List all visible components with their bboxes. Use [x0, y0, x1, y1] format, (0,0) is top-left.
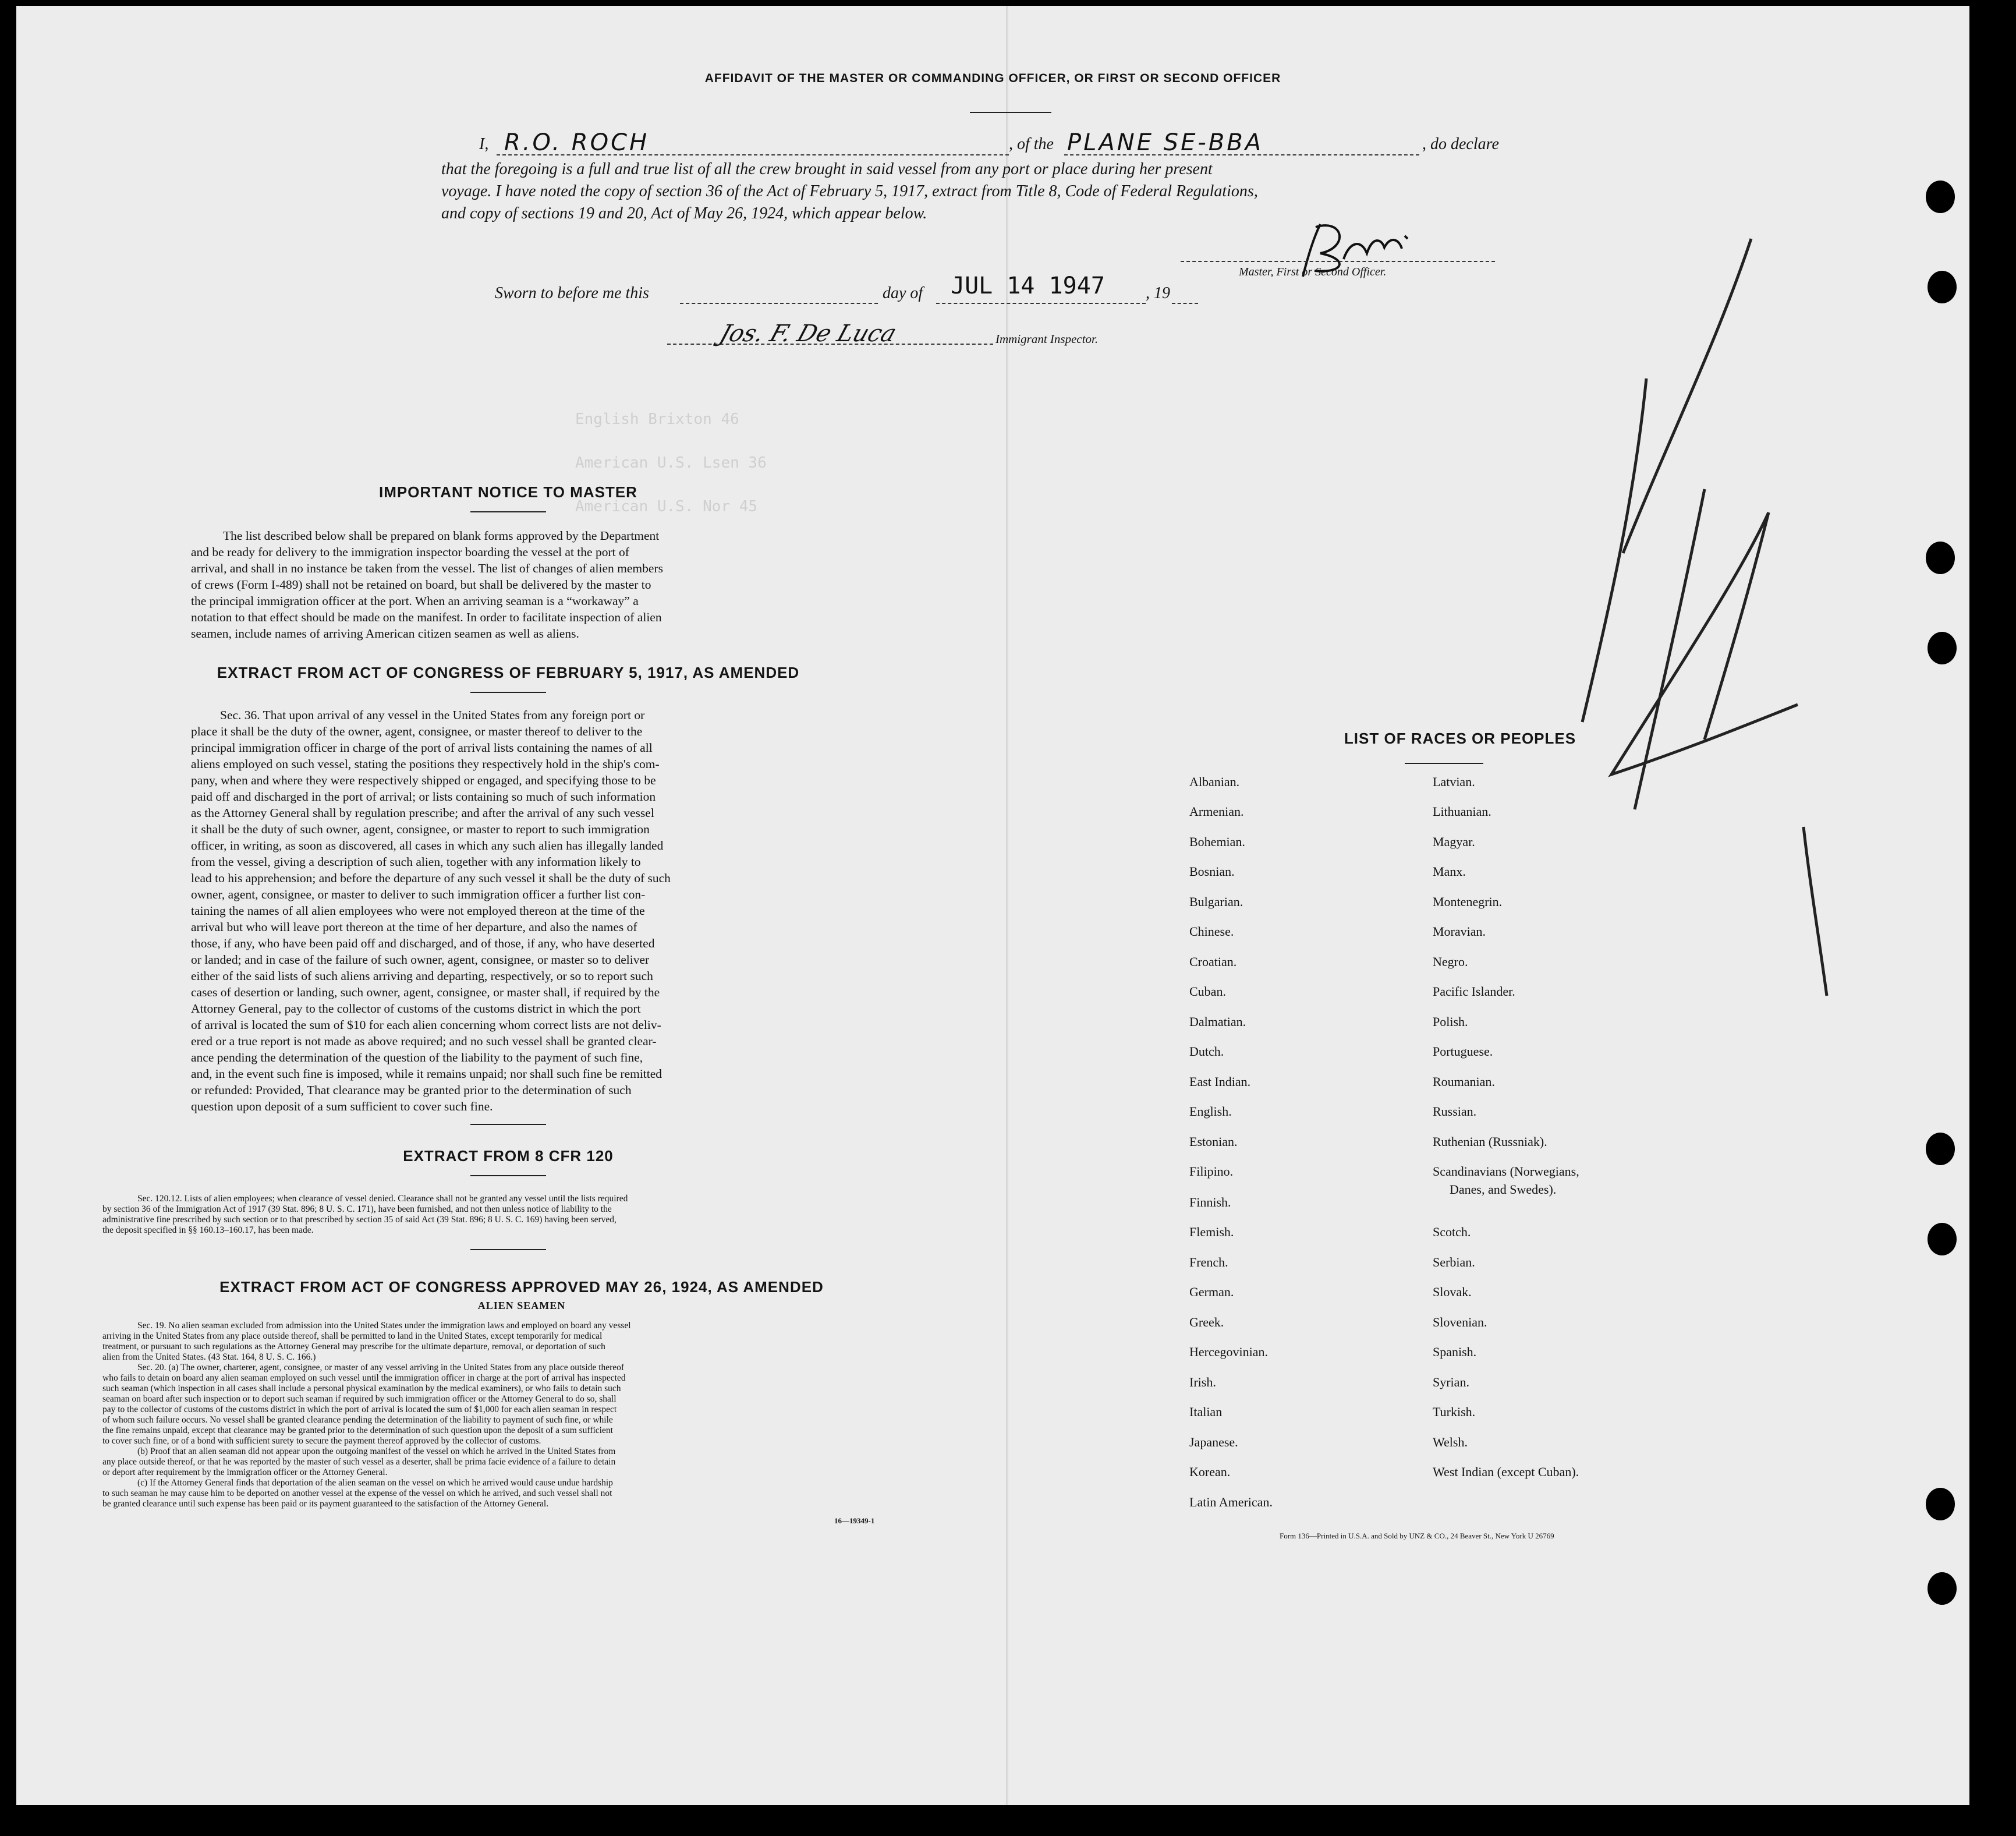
race-item: Moravian.: [1433, 924, 1486, 939]
race-item: Turkish.: [1433, 1405, 1476, 1419]
signature-line: [1181, 261, 1495, 262]
notice-line: of crews (Form I-489) shall not be retained on board, but shall be delivered by the master to: [191, 578, 651, 592]
do-declare-label: , do declare: [1422, 135, 1499, 153]
act-1917-line: of arrival is located the sum of $10 for each alien concerning whom correct lists are not deliv-: [191, 1018, 661, 1032]
act-1917-line: pany, when and where they were respectively shipped or engaged, and specifying those to be: [191, 773, 656, 787]
race-item: Ruthenian (Russniak).: [1433, 1134, 1547, 1149]
race-item: Bohemian.: [1189, 834, 1245, 849]
year-line: [1172, 303, 1198, 304]
punch-hole: [1928, 1572, 1957, 1605]
race-item: Slovenian.: [1433, 1315, 1487, 1329]
act-1924-line: (b) Proof that an alien seaman did not appear upon the outgoing manifest of the vessel on which he arrived in the United States from: [137, 1446, 616, 1456]
notice-line: The list described below shall be prepared on blank forms approved by the Department: [223, 529, 660, 543]
race-item: Estonian.: [1189, 1134, 1238, 1149]
act-1924-line: Sec. 20. (a) The owner, charterer, agent, consignee, or master of any vessel arriving in the United States from any place outside thereof: [137, 1363, 625, 1372]
race-item: Russian.: [1433, 1104, 1477, 1119]
race-item: West Indian (except Cuban).: [1433, 1464, 1579, 1479]
notice-line: seamen, include names of arriving American citizen seamen as well as aliens.: [191, 627, 579, 641]
act-1924-body: [102, 1321, 941, 1509]
race-item: Scandinavians (Norwegians,: [1433, 1164, 1579, 1179]
race-item: Albanian.: [1189, 774, 1240, 789]
cfr-title: EXTRACT FROM 8 CFR 120: [403, 1147, 614, 1165]
day-of-label: day of: [883, 284, 923, 302]
race-item: Dalmatian.: [1189, 1014, 1246, 1029]
act-1924-line: such seaman (which inspection in all cases shall include a personal physical examination by the medical examiners), or who fails to detain such: [102, 1384, 621, 1393]
race-item: Cuban.: [1189, 984, 1226, 999]
act-1924-title: EXTRACT FROM ACT OF CONGRESS APPROVED MAY 26, 1924, AS AMENDED: [219, 1278, 824, 1296]
punch-hole: [1926, 1488, 1955, 1520]
vessel-name: PLANE SE-BBA: [1067, 129, 1264, 156]
race-item: Korean.: [1189, 1464, 1231, 1479]
race-item: Italian: [1189, 1405, 1223, 1419]
act-1917-line: it shall be the duty of such owner, agent, consignee, or master to report to such immigration: [191, 822, 650, 836]
notice-line: the principal immigration officer at the port. When an arriving seaman is a “workaway” a: [191, 594, 639, 608]
notice-line: and be ready for delivery to the immigration inspector boarding the vessel at the port of: [191, 545, 629, 559]
act-1917-line: and, in the event such fine is imposed, while it remains unpaid; nor shall such fine be remitted: [191, 1067, 662, 1081]
race-item: Polish.: [1433, 1014, 1468, 1029]
act-1924-line: to cover such fine, or of a bond with sufficient surety to secure the payment thereof approved by the collector of customs.: [102, 1436, 541, 1446]
race-item: Armenian.: [1189, 804, 1244, 819]
act-1917-line: place it shall be the duty of the owner, agent, consignee, or master thereof to deliver to the: [191, 724, 643, 738]
act-1924-line: any place outside thereof, or that he was reported by the master of such vessel as a deserter, shall be prima facie evidence of a failure to detain: [102, 1457, 616, 1467]
act-1917-end-rule: [470, 1124, 546, 1125]
punch-hole: [1928, 271, 1957, 303]
act-1924-line: of whom such failure occurs. No vessel shall be granted clearance pending the determination of the liability to payment of such fine, or while: [102, 1415, 613, 1425]
race-item: Greek.: [1189, 1315, 1224, 1329]
bleed-through-text: English Brixton 46: [575, 411, 739, 428]
cfr-line: Sec. 120.12. Lists of alien employees; when clearance of vessel denied. Clearance shall not be granted any vessel until the lists required: [137, 1194, 628, 1204]
race-item: Serbian.: [1433, 1255, 1475, 1269]
act-1917-line: taining the names of all alien employees who were not employed thereon at the time of the: [191, 904, 645, 918]
master-name: R.O. ROCH: [504, 129, 650, 156]
punch-hole: [1926, 181, 1955, 213]
race-item: Bulgarian.: [1189, 894, 1243, 909]
act-1917-line: either of the said lists of such aliens arriving and departing, respectively, or so to report such: [191, 969, 653, 983]
inspector-signature: Jos. F. De Luca: [716, 320, 900, 347]
act-1924-line: arriving in the United States from any place outside thereof, shall be permitted to land in the United States, except temporarily for medical: [102, 1331, 603, 1341]
act-1924-line: pay to the collector of customs of the customs district in which the port of arrival is located the sum of $1,000 for each alien seaman in respect: [102, 1405, 617, 1414]
act-1924-line: alien from the United States. (43 Stat. 164, 8 U. S. C. 166.): [102, 1352, 316, 1362]
race-item: Latin American.: [1189, 1495, 1273, 1509]
race-item: Lithuanian.: [1433, 804, 1491, 819]
cfr-end-rule: [470, 1249, 546, 1250]
race-item: Syrian.: [1433, 1375, 1469, 1389]
race-item: Roumanian.: [1433, 1074, 1495, 1089]
declaration-line: and copy of sections 19 and 20, Act of May 26, 1924, which appear below.: [441, 204, 927, 222]
act-1917-title: EXTRACT FROM ACT OF CONGRESS OF FEBRUARY 5, 1917, AS AMENDED: [217, 664, 800, 681]
act-1917-line: lead to his apprehension; and before the departure of any such vessel it shall be the duty of such: [191, 871, 671, 885]
race-item: Slovak.: [1433, 1285, 1472, 1299]
act-1917-line: Sec. 36. That upon arrival of any vessel in the United States from any foreign port or: [220, 708, 645, 722]
cfr-title-rule: [470, 1175, 546, 1176]
handwritten-mark: [1495, 227, 1833, 1042]
sworn-label: Sworn to before me this: [495, 284, 649, 302]
race-item: Manx.: [1433, 864, 1466, 879]
punch-hole: [1928, 1223, 1957, 1255]
notice-title-rule: [470, 511, 546, 512]
punch-hole: [1926, 542, 1955, 574]
document-page: [16, 6, 1969, 1805]
race-item: German.: [1189, 1285, 1234, 1299]
declaration-line: voyage. I have noted the copy of section 36 of the Act of February 5, 1917, extract from Title 8, Code of Federal Regulations,: [441, 182, 1258, 200]
year-prefix: , 19: [1146, 284, 1170, 302]
printer-footer: Form 136—Printed in U.S.A. and Sold by UNZ & CO., 24 Beaver St., New York U 26769: [1280, 1531, 1554, 1540]
race-item: Bosnian.: [1189, 864, 1235, 879]
race-item: Japanese.: [1189, 1435, 1238, 1449]
act-1917-line: owner, agent, consignee, or master to deliver to such immigration officer a further list con-: [191, 887, 646, 901]
notice-title: IMPORTANT NOTICE TO MASTER: [379, 483, 637, 501]
act-1924-line: be granted clearance until such expense has been paid or its payment guaranteed to the satisfaction of the Attorney General.: [102, 1499, 549, 1509]
race-item: Latvian.: [1433, 774, 1475, 789]
act-1917-line: Attorney General, pay to the collector of customs of the customs district in which the port: [191, 1002, 641, 1016]
act-1917-line: principal immigration officer in charge of the port of arrival lists containing the names of all: [191, 741, 653, 755]
act-1917-line: those, if any, who have been paid off and discharged, and of those, if any, who have deserted: [191, 936, 655, 950]
race-item: Spanish.: [1433, 1345, 1477, 1359]
bleed-through-text: American U.S. Lsen 36: [575, 454, 767, 472]
title-underline: [970, 112, 1051, 113]
race-item: French.: [1189, 1255, 1228, 1269]
race-item: Croatian.: [1189, 954, 1237, 969]
act-1917-line: or refunded: Provided, That clearance may be granted prior to the determination of such: [191, 1083, 632, 1097]
act-1917-line: aliens employed on such vessel, stating the positions they respectively hold in the ship's com-: [191, 757, 660, 771]
race-item: Finnish.: [1189, 1195, 1231, 1209]
act-1917-line: ance pending the determination of the question of the liability to the payment of such fine,: [191, 1050, 643, 1064]
act-1917-title-rule: [470, 692, 546, 693]
punch-hole: [1928, 632, 1957, 664]
race-item: Negro.: [1433, 954, 1468, 969]
cfr-body: [102, 1194, 941, 1236]
race-item: Scotch.: [1433, 1225, 1471, 1239]
declaration-line: that the foregoing is a full and true list of all the crew brought in said vessel from any port or place during her present: [441, 160, 1213, 178]
notice-line: notation to that effect should be made on the manifest. In order to facilitate inspection of alien: [191, 610, 662, 624]
act-1924-line: or deport after requirement by the immigration officer or the Attorney General.: [102, 1467, 388, 1477]
sworn-day-line: [680, 303, 878, 304]
race-item: Danes, and Swedes).: [1450, 1182, 1557, 1197]
race-item: Flemish.: [1189, 1225, 1234, 1239]
act-1924-subtitle: ALIEN SEAMEN: [477, 1300, 566, 1311]
act-1917-body: [191, 707, 843, 1115]
cfr-line: the deposit specified in §§ 160.13–160.17, has been made.: [102, 1225, 314, 1235]
inspector-caption: Immigrant Inspector.: [995, 332, 1099, 346]
act-1924-line: (c) If the Attorney General finds that deportation of the alien seaman on the vessel on which he arrived would cause undue hardship: [137, 1478, 613, 1488]
act-1917-line: ered or a true report is not made as above required; and no such vessel shall be granted clear-: [191, 1034, 657, 1048]
act-1917-line: question upon deposit of a sum sufficient to cover such fine.: [191, 1099, 493, 1113]
sworn-month-line: [936, 303, 1146, 304]
race-item: Montenegrin.: [1433, 894, 1503, 909]
act-1924-line: the fine remains unpaid, except that clearance may be granted prior to the determination of such question upon the deposit of a sum sufficient: [102, 1425, 613, 1435]
act-1917-line: paid off and discharged in the port of arrival; or lists containing so much of such information: [191, 790, 656, 804]
act-1917-line: as the Attorney General shall by regulation prescribe; and after the arrival of any such vessel: [191, 806, 654, 820]
cfr-line: by section 36 of the Immigration Act of 1917 (39 Stat. 896; 8 U. S. C. 171), have been furnished, and not then unless notice of liability to the: [102, 1204, 612, 1214]
act-1924-line: who fails to detain on board any alien seaman employed on such vessel until the immigration officer in charge at the port of arrival has inspected: [102, 1373, 626, 1383]
race-item: Welsh.: [1433, 1435, 1468, 1449]
act-1917-line: arrival but who will leave port thereon at the time of her departure, and also the names of: [191, 920, 637, 934]
races-title-rule: [1405, 763, 1483, 764]
race-item: Filipino.: [1189, 1164, 1234, 1179]
act-1917-line: from the vessel, giving a description of such alien, together with any information likely to: [191, 855, 641, 869]
notice-body: [191, 528, 843, 642]
act-1917-line: cases of desertion or landing, such owner, agent, consignee, or master shall, if required by the: [191, 985, 660, 999]
race-item: Portuguese.: [1433, 1044, 1493, 1059]
race-item: East Indian.: [1189, 1074, 1251, 1089]
notice-line: arrival, and shall in no instance be taken from the vessel. The list of changes of alien members: [191, 561, 663, 575]
act-1917-line: officer, in writing, as soon as discovered, all cases in which any such alien has illegally landed: [191, 839, 664, 852]
race-item: English.: [1189, 1104, 1232, 1119]
of-the-label: , of the: [1009, 135, 1054, 153]
affidavit-title: AFFIDAVIT OF THE MASTER OR COMMANDING OFFICER, OR FIRST OR SECOND OFFICER: [704, 72, 1281, 85]
race-item: Hercegovinian.: [1189, 1345, 1268, 1359]
form-code: 16—19349-1: [834, 1516, 875, 1525]
act-1924-line: seaman on board after such inspection or to deport such seaman if required by such immigration officer or the Attorney General to do so, shall: [102, 1394, 617, 1404]
races-title: LIST OF RACES OR PEOPLES: [1344, 730, 1576, 747]
i-label: I,: [479, 135, 489, 153]
act-1924-line: to such seaman he may cause him to be deported on another vessel at the expense of the vessel on which he arrived, and such vessel shall not: [102, 1488, 612, 1498]
act-1924-line: treatment, or pursuant to such regulations as the Attorney General may prescribe for the ultimate departure, removal, or deportation of such: [102, 1342, 605, 1352]
race-item: Magyar.: [1433, 834, 1475, 849]
act-1924-line: Sec. 19. No alien seaman excluded from admission into the United States under the immigration laws and employed on board any vessel: [137, 1321, 631, 1331]
race-item: Pacific Islander.: [1433, 984, 1515, 999]
act-1917-line: or landed; and in case of the failure of such owner, agent, consignee, or master so to deliver: [191, 953, 650, 967]
date-stamp: JUL 14 1947: [951, 273, 1105, 299]
signature-caption: Master, First or Second Officer.: [1239, 266, 1387, 278]
bleed-through-text: American U.S. Nor 45: [575, 498, 758, 515]
cfr-line: administrative fine prescribed by such section or to that prescribed by section 35 of said Act (39 Stat. 896; 8 U. S. C. 169) having been served,: [102, 1215, 617, 1225]
race-item: Chinese.: [1189, 924, 1234, 939]
race-item: Irish.: [1189, 1375, 1216, 1389]
punch-hole: [1926, 1133, 1955, 1165]
race-item: Dutch.: [1189, 1044, 1224, 1059]
